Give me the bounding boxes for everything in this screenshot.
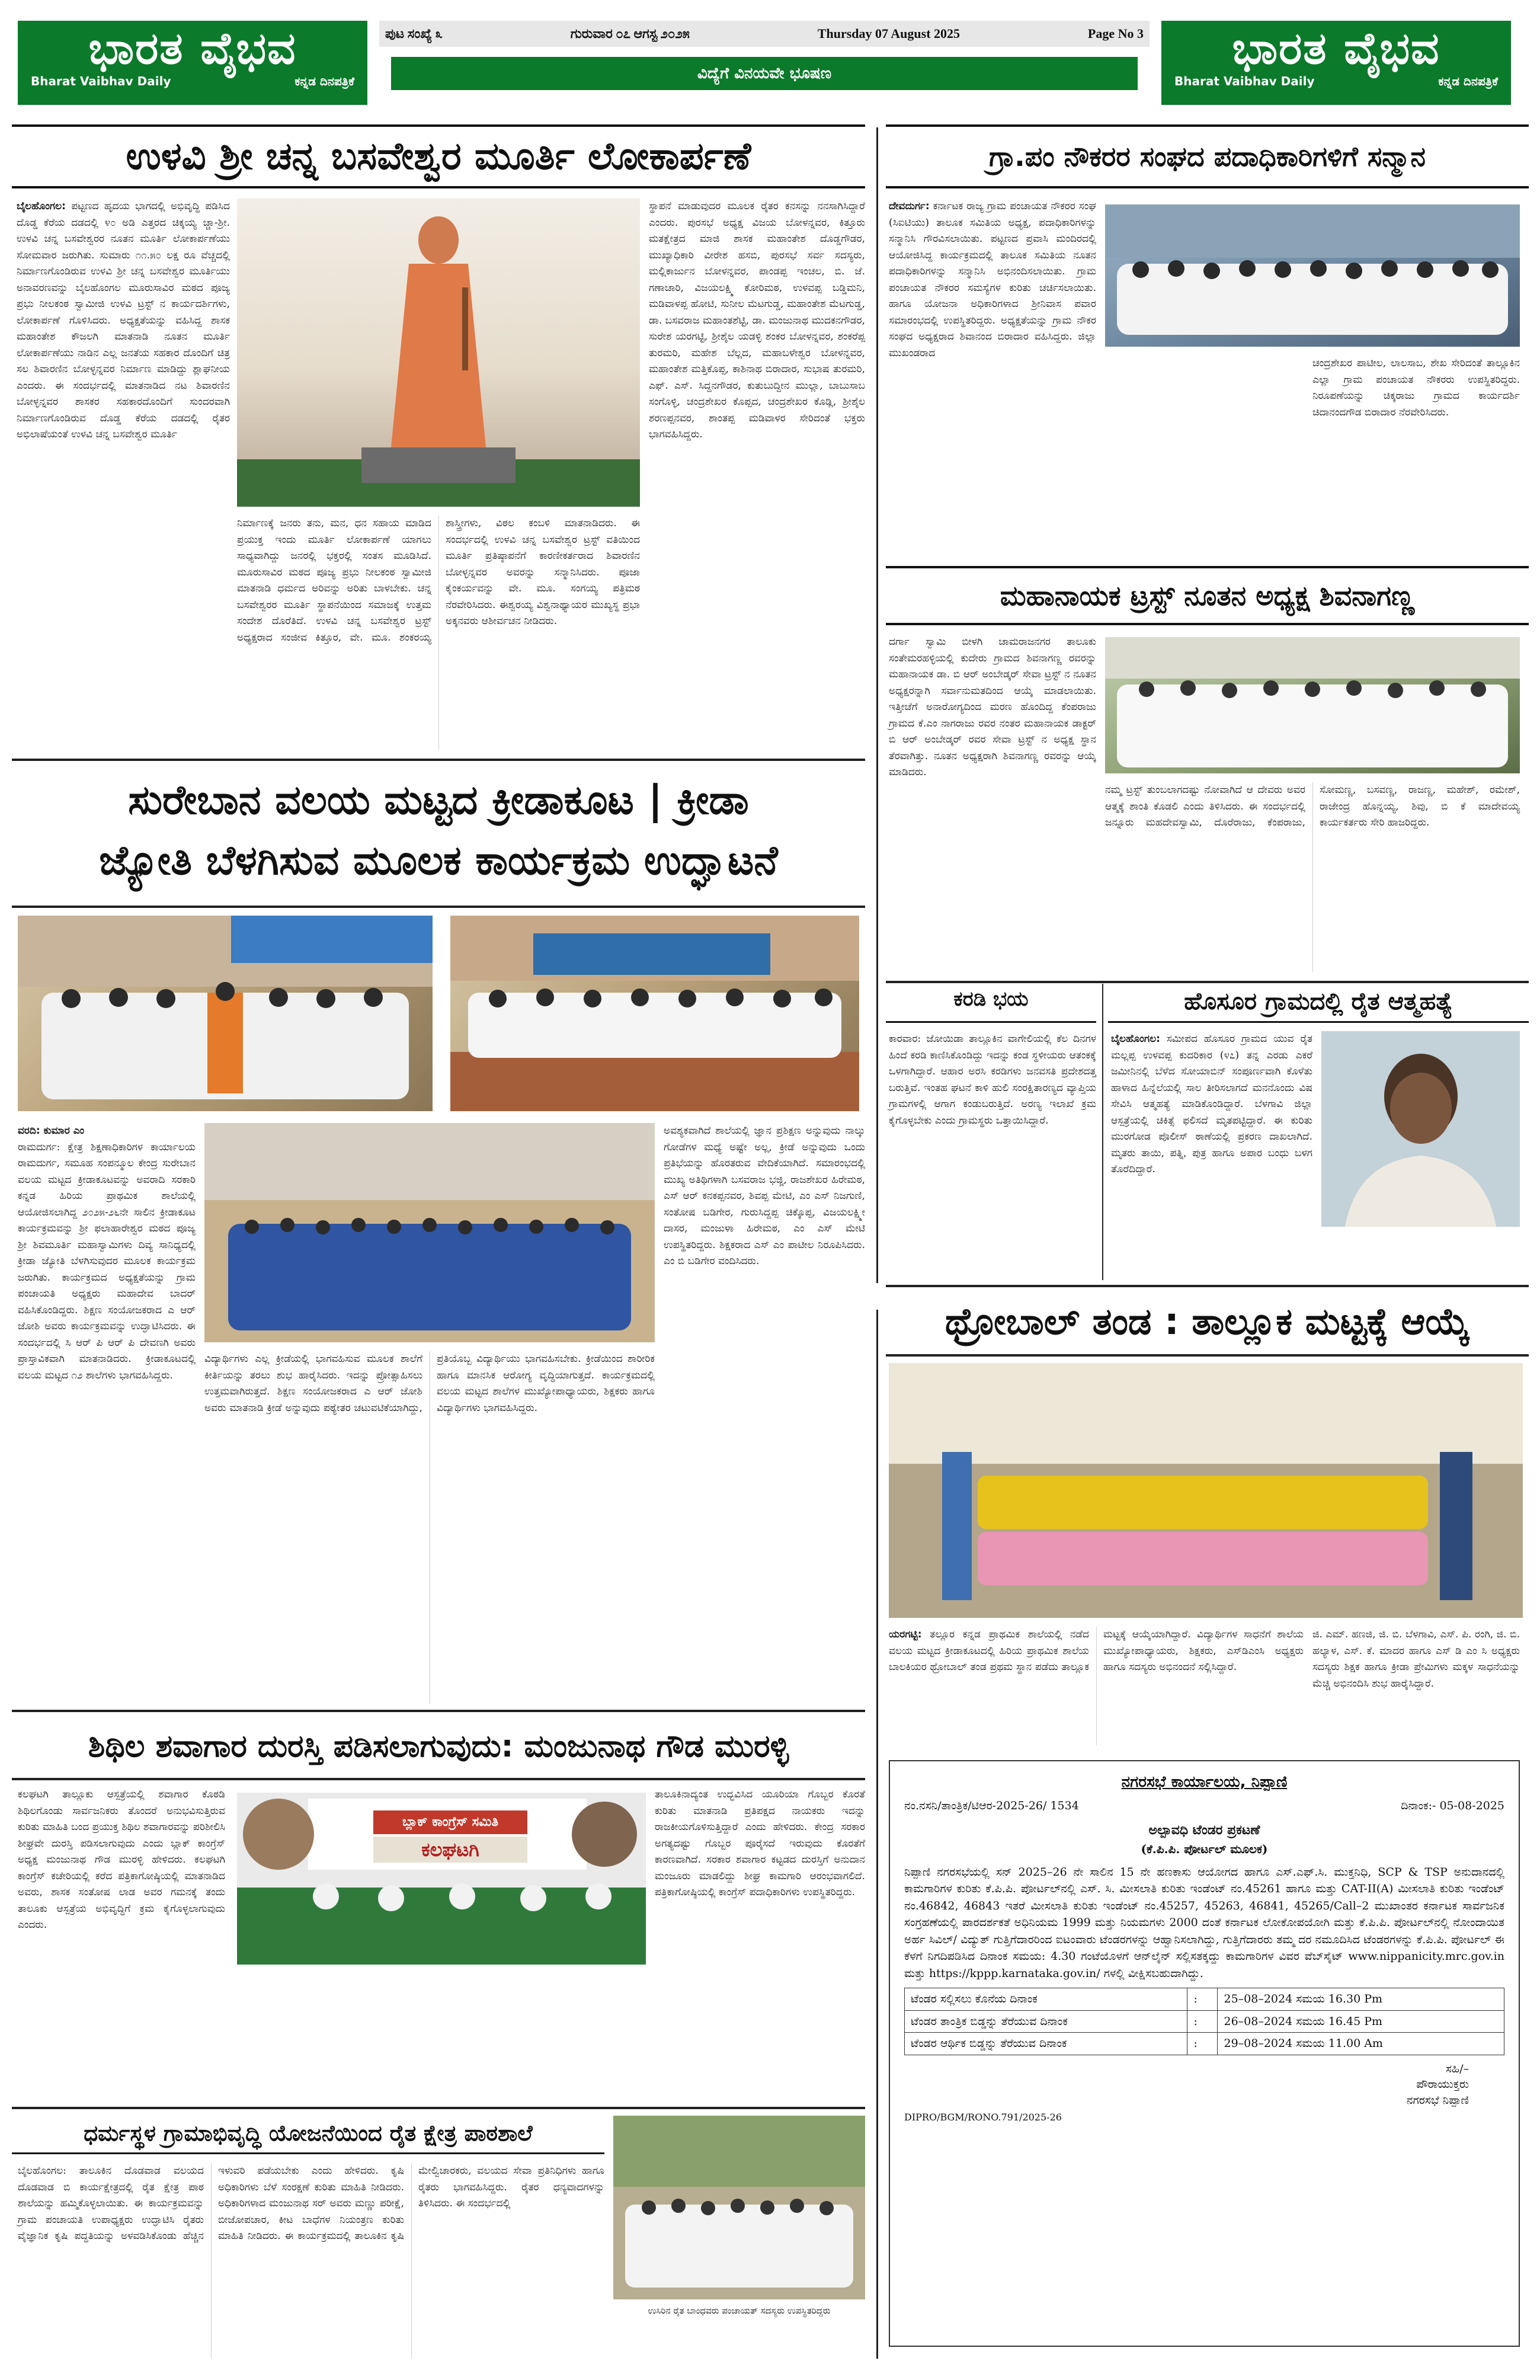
tender-cell: ಟೆಂಡರ ಆರ್ಥಿಕ ಬಿಡ್ಡನ್ನು ತೆರೆಯುವ ದಿನಾಂಕ	[905, 2033, 1187, 2055]
article-farmer-col1: ಬೈಲಹೊಂಗಲ: ಸಮೀಪದ ಹೊಸೂರ ಗ್ರಾಮದ ಯುವ ರೈತ ಮಲ್ಲಪ್ಪ ಉಳವಪ್ಪ ಕುದರಿಕಾರ (೪೭) ತನ್ನ ಎರಡು ಎಕರೆ ಜಮೀನಿನಲ್ಲಿ ಬೆಳೆದ ಸೋಯಾಬಿನ್ ಸಂಪೂರ್ಣವಾಗಿ ಕೊಳೆತು ಹಾಳಾದ ಹಿನ್ನೆಲೆಯಲ್ಲಿ ಸಾಲ ತೀರಿಸಲಾಗದೆ ಮನನೊಂದು ವಿಷ ಸೇವಿಸಿ ಆತ್ಮಹತ್ಯೆ ಮಾಡಿಕೊಂಡಿದ್ದಾರೆ. ಬೆಳಗಾವಿ ಜಿಲ್ಲಾ ಆಸ್ಪತ್ರೆಯಲ್ಲಿ ಚಿಕಿತ್ಸೆ ಫಲಿಸದೆ ಮೃತಪಟ್ಟಿದ್ದಾರೆ. ಈ ಕುರಿತು ಮುರಗೋಡ ಪೊಲೀಸ್ ಠಾಣೆಯಲ್ಲಿ ಪ್ರಕರಣ ದಾಖಲಾಗಿದೆ. ಮೃತರು ತಾಯಿ, ಪತ್ನಿ, ಪುತ್ರ ಹಾಗೂ ಅಪಾರ ಬಂಧು ಬಳಗ ತೊರೆದಿದ್ದಾರೆ.	[1111, 1033, 1312, 1176]
tender-ref: ನಂ.ನಸನಿ/ತಾಂತ್ರಿಕ/ಟಿಆರ-2025-26/ 1534	[904, 1799, 1079, 1812]
tender-cell: 29–08–2024 ಸಮಯ 11.00 Am	[1218, 2033, 1504, 2055]
farmschool-photo-caption: ಉಸಿರಿನ ರೈತ ಬಾಂಧವರು ಪಂಚಾಯತ್ ಸದಸ್ಯರು ಉಪಸ್ಥಿತರಿದ್ದರು	[648, 2305, 831, 2316]
article-trust-col2: ನಮ್ಮ ಟ್ರಸ್ಟ್ ತುಂಬಲಾಗದಷ್ಟು ನೋವಾಗಿದೆ ಆ ದೇವರು ಅವರ ಆತ್ಮಕ್ಕೆ ಶಾಂತಿ ಕೊಡಲಿ ಎಂದು ತಿಳಿಸಿದರು. ಈ ಸಂದರ್ಭದಲ್ಲಿ ಜನ್ನೂರು ಮಹದೇವಸ್ವಾಮಿ, ದೊರೆರಾಜು, ಕೆಂಪರಾಜು, ಸೋಮಣ್ಣ, ಬಸವಣ್ಣ, ರಾಜಣ್ಣ, ಮಹೇಶ್, ರಮೇಶ್, ರಾಜೇಂದ್ರ ಹೊನ್ನಯ್ಯ, ಶಿವು, ಬಿ ಕೆ ಮಾದೇವಯ್ಯ ಕಾರ್ಯಕರ್ತರು ಸೇರಿ ಹಾಜರಿದ್ದರು.	[1105, 784, 1520, 829]
trust-group-photo	[1105, 637, 1520, 773]
logo-sub-kn: ಕನ್ನಡ ದಿನಪತ್ರಿಕೆ	[1438, 74, 1498, 88]
headline-throwball: ಥ್ರೋಬಾಲ್ ತಂಡ : ತಾಲ್ಲೂಕ ಮಟ್ಟಕ್ಕೆ ಆಯ್ಕೆ	[945, 1300, 1470, 1343]
article-statue-col1: ಬೈಲಹೊಂಗಲ: ಪಟ್ಟಣದ ಹೃದಯ ಭಾಗದಲ್ಲಿ ಅಭಿವೃದ್ಧಿ ಪಡಿಸಿದ ದೊಡ್ಡ ಕೆರೆಯ ದಡದಲ್ಲಿ ೪೦ ಅಡಿ ಎತ್ತರದ ಚಿಕ್ಕಯ್ಯ ಚ್ಚಾ-ಶ್ರೀ. ಉಳವಿ ಚನ್ನ ಬಸವೇಶ್ವರರ ನೂತನ ಮೂರ್ತಿ ಲೋಕಾರ್ಪಣೆಯು ಸೋಮವಾರ ಜರುಗಿತು. ಸುಮಾರು ೧೧.೫೦ ಲಕ್ಷ ರೂ ವೆಚ್ಚದಲ್ಲಿ ನಿರ್ಮಾಣಗೊಂಡಿರುವ ಉಳವಿ ಶ್ರೀ ಚನ್ನ ಬಸವೇಶ್ವರ ಮೂರ್ತಿಯು ಅನಾವರಣವನ್ನು ಬೈಲಹೊಂಗಲ ಮೂರುಸಾವಿರ ಮಠದ ಪೂಜ್ಯ ಪ್ರಭು ನೀಲಕಂಠ ಸ್ವಾಮೀಜಿ ಉಳವಿ ಟ್ರಸ್ಟ್ ನ ಕಾರ್ಯದರ್ಶಿಗಳು, ಲೋಕಾರ್ಪಣೆ ಗೊಳಿಸಿದರು. ಅಧ್ಯಕ್ಷತೆಯನ್ನು ವಹಿಸಿದ್ದ ಶಾಸಕ ಮಹಾಂತೇಶ ಕೌಜಲಗಿ ಮಾತನಾಡಿ ನೂತನ ಮೂರ್ತಿ ಲೋಕಾರ್ಪಣೆಯು ನಾಡಿನ ಎಲ್ಲ ಜನತೆಯ ಸಹಕಾರ ದೊಂದಿಗೆ ಚಿತ್ರ ಸಲ ಶಿವಾರಣಿನ ಬೋಳ್ಳನ್ನವರ ನಿರ್ಮಾಣ ಮಾಡಿದ್ದು ಶ್ಲಾಘನೀಯ ಎಂದರು. ಈ ಸಂದರ್ಭದಲ್ಲಿ ಮಾತನಾಡಿದ ನಟ ಶಿವಾರಣಿನ ಬೋಳ್ಳನ್ನವರ ಶಾಸಕರ ಸಹಕಾರದೊಂದಿಗೆ ಸುಂದರವಾಗಿ ನಿರ್ಮಾಣಗೊಂಡಿರುವ ದೊಡ್ಡ ಕೆರೆಯ ದಡದಲ್ಲಿ ರೈತರ ಅಭಿಲಾಷೆಯಂತೆ ಉಳವಿ ಚನ್ನ ಬಸವೇಶ್ವರ ಮೂರ್ತಿ	[17, 200, 230, 441]
headline-statue-unveiling: ಉಳವಿ ಶ್ರೀ ಚನ್ನ ಬಸವೇಶ್ವರ ಮೂರ್ತಿ ಲೋಕಾರ್ಪಣೆ	[12, 124, 865, 188]
tender-cell: ಟೆಂಡರ ಸಲ್ಲಿಸಲು ಕೊನೆಯ ದಿನಾಂಕ	[905, 1988, 1187, 2011]
tender-row	[905, 2010, 1504, 2033]
logo-text: ಭಾರತ ವೈಭವ	[88, 23, 297, 74]
byline: ದೇವದುರ್ಗ:	[889, 200, 930, 212]
masthead-logo-right	[1161, 21, 1511, 105]
article-gp-col2: ಚಂದ್ರಶೇಖರ ಪಾಟೀಲ, ಲಾಲಸಾಬ, ಶೇಖ ಸೇರಿದಂತೆ ತಾಲ್ಲೂಕಿನ ಎಲ್ಲಾ ಗ್ರಾಮ ಪಂಚಾಯತ ನೌಕರರು ಉಪಸ್ಥಿತರಿದ್ದರು. ನಿರೂಪಣೆಯನ್ನು ಚಿಕ್ಕರಾಜು ಗ್ರಾಮದ ಕಾರ್ಯದರ್ಶಿ ಚಿದಾನಂದಗೌಡ ಬಿರಾದಾರ ನೆರವೇರಿಸಿದರು.	[1312, 357, 1520, 418]
logo-sub-en: Bharat Vaibhav Daily	[31, 74, 171, 88]
article-mortuary-col2: ತಾಲೂಕಿನಾದ್ಯಂತ ಉದ್ಭವಿಸಿದ ಯೂರಿಯಾ ಗೊಬ್ಬರ ಕೊರತೆ ಕುರಿತು ಮಾತನಾಡಿ ಪ್ರತಿಪಕ್ಷದ ನಾಯಕರು ಇದನ್ನು ರಾಜಕೀಯಗೊಳಿಸುತ್ತಿದ್ದಾರೆ ಎಂದು ಹೇಳಿದರು. ಕೇಂದ್ರ ಸರಕಾರ ಅಗತ್ಯದಷ್ಟು ಗೊಬ್ಬರ ಪೂರೈಸದೆ ಇರುವುದು ಕೊರತೆಗೆ ಕಾರಣವಾಗಿದೆ. ಸರಕಾರ ಶವಾಗಾರ ಕಟ್ಟಡದ ದುರಸ್ತಿಗೆ ಅನುದಾನ ಮಂಜೂರು ಮಾಡಲಿದ್ದು ಶೀಘ್ರ ಕಾಮಗಾರಿ ಆರಂಭವಾಗಲಿದೆ. ಪತ್ರಿಕಾಗೋಷ್ಠಿಯಲ್ಲಿ ಕಾಂಗ್ರೆಸ್ ಪದಾಧಿಕಾರಿಗಳು ಉಪಸ್ಥಿತರಿದ್ದರು.	[655, 1789, 865, 1899]
tender-schedule-table	[904, 1988, 1504, 2055]
section-divider	[12, 759, 865, 761]
tender-cell: :	[1187, 1988, 1218, 2011]
section-divider	[886, 981, 1529, 983]
tender-cell: 26–08–2024 ಸಮಯ 16.45 Pm	[1218, 2010, 1504, 2033]
logo-sub-en: Bharat Vaibhav Daily	[1174, 74, 1315, 88]
farmer-portrait-photo	[1321, 1031, 1520, 1227]
tender-sign-title: ಪೌರಾಯುಕ್ತರು	[1416, 2078, 1469, 2091]
tender-date: ದಿನಾಂಕ:- 05-08-2025	[1401, 1799, 1504, 1812]
sports-photo-students	[204, 1123, 655, 1342]
tender-subtitle2: (ಕೆ.ಪಿ.ಪಿ. ಪೋರ್ಟಲ್ ಮೂಲಕ)	[1141, 1841, 1268, 1856]
article-statue-col2: ನಿರ್ಮಾಣಕ್ಕೆ ಜನರು ತನು, ಮನ, ಧನ ಸಹಾಯ ಮಾಡಿದ ಪ್ರಯುಕ್ತ ಇಂದು ಮೂರ್ತಿ ಲೋಕಾರ್ಪಣೆ ಯಾಗಲು ಸಾಧ್ಯವಾಗಿದ್ದು ಜನರಲ್ಲಿ ಭಕ್ತರಲ್ಲಿ ಸಂತಸ ಮೂಡಿಸಿದೆ. ಮೂರುಸಾವಿರ ಮಠದ ಪೂಜ್ಯ ಪ್ರಭು ನೀಲಕಂಠ ಸ್ವಾಮೀಜಿ ಮಾತನಾಡಿ ಧರ್ಮದ ಅರಿವನ್ನು ಅರಿತು ಬಾಳಬೇಕು. ಚನ್ನ ಬಸವೇಶ್ವರರ ಮೂರ್ತಿ ಸ್ಥಾಪನೆಯಿಂದ ಸಮಾಜಕ್ಕೆ ಉತ್ತಮ ಸಂದೇಶ ದೊರೆತಿದೆ. ಉಳವಿ ಚನ್ನ ಬಸವೇಶ್ವರ ಟ್ರಸ್ಟ್ ಅಧ್ಯಕ್ಷರಾದ ಸಂಜೀವ ಕಿತ್ತೂರ, ವೇ. ಮೂ. ಶಂಕರಯ್ಯ ಶಾಸ್ತ್ರೀಗಳು, ವಿಠಲ ಕಂಬಳಿ ಮಾತನಾಡಿದರು. ಈ ಸಂದರ್ಭದಲ್ಲಿ ಉಳವಿ ಚನ್ನ ಬಸವೇಶ್ವರ ಟ್ರಸ್ಟ್ ವತಿಯಿಂದ ಮೂರ್ತಿ ಪ್ರತಿಷ್ಠಾಪನೆಗೆ ಕಾರಣೀಕರ್ತರಾದ ಶಿವಾರಣಿನ ಬೋಳ್ಳನ್ನವರ ಅವರನ್ನು ಸನ್ಮಾನಿಸಿದರು. ಪೂಜಾ ಕೈಂಕರ್ಯವನ್ನು ವೇ. ಮೂ. ಸಂಗಯ್ಯ ಪತ್ರಿಮಠ ನೆರವೇರಿಸಿದರು. ಈಶ್ವರಯ್ಯ ವಿಶ್ವನಾಥ್ಯಾಯರ ಮುಖ್ಯಸ್ಥ ಪ್ರಭಾ ಅಕ್ಕನವರು ಆಶೀರ್ವಚನ ನೀಡಿದರು.	[237, 517, 640, 644]
column-divider	[876, 1310, 878, 2359]
tender-cell: ಟೆಂಡರ ತಾಂತ್ರಿಕ ಬಿಡ್ಡನ್ನು ತೆರೆಯುವ ದಿನಾಂಕ	[905, 2010, 1187, 2033]
tender-title: ನಗರಸಭೆ ಕಾರ್ಯಾಲಯ, ನಿಪ್ಪಾಣಿ	[1121, 1773, 1288, 1791]
photo-banner-text: ಬ್ಲಾಕ್ ಕಾಂಗ್ರೆಸ್ ಸಮಿತಿ	[402, 1815, 499, 1829]
byline: ಯರಗಟ್ಟಿ:	[889, 1629, 922, 1640]
article-sports-col3: ಅವಶ್ಯಕವಾಗಿದೆ ಶಾಲೆಯಲ್ಲಿ ಜ್ಞಾನ ಪ್ರಶಿಕ್ಷಣ ಅನ್ನುವುದು ನಾಲ್ಕು ಗೋಡೆಗಳ ಮಧ್ಯೆ ಅಷ್ಟೇ ಅಲ್ಲ, ಕ್ರೀಡೆ ಅನ್ನುವುದು ಒಂದು ಪ್ರತಿಭೆಯನ್ನು ಹೊರತರುವ ವೇದಿಕೆಯಾಗಿದೆ. ಸಮಾರಂಭದಲ್ಲಿ ಮುಖ್ಯ ಅತಿಥಿಗಳಾಗಿ ಬಸವರಾಜ ಭಜ್ಜಿ, ರಾಜಶೇಖರ ಹಿರೇಮಠ, ಎಸ್ ಆರ್ ಕನಕಪ್ಪನವರ, ಶಿವಪ್ಪ ಮೇಟಿ, ಎಂ ಎಸ್ ನಿಜಗುಣಿ, ಸಂತೋಷ ಬಡಿಗೇರ, ಗುರುಸಿದ್ದಪ್ಪ ಚಿಕ್ಕೊಪ್ಪ, ವಿಜಯಲಕ್ಷ್ಮೀ ದಾಸರ, ಮಂಜುಳಾ ಹಿರೇಮಠ, ಎಂ ಎಸ್ ಮೇಟಿ ಉಪಸ್ಥಿತರಿದ್ದರು. ಶಿಕ್ಷಕರಾದ ಎಸ್ ಎಂ ಪಾಟೀಲ ನಿರೂಪಿಸಿದರು. ಎಂ ಬಿ ಬಡಿಗೇರ ವಂದಿಸಿದರು.	[664, 1125, 865, 1268]
article-sports-col2: ವಿದ್ಯಾರ್ಥಿಗಳು ಎಲ್ಲ ಕ್ರೀಡೆಯಲ್ಲಿ ಭಾಗವಹಿಸುವ ಮೂಲಕ ಶಾಲೆಗೆ ಕೀರ್ತಿಯನ್ನು ತರಲು ಶುಭ ಹಾರೈಸಿದರು. ಇದನ್ನು ಪ್ರೋತ್ಸಾಹಿಸಲು ಉತ್ತಮವಾಗಿರುತ್ತದೆ. ಶಿಕ್ಷಣ ಸಂಯೋಜಕರಾದ ಎ ಆರ್ ಜೋಶಿ ಅವರು ಮಾತನಾಡಿ ಕ್ರೀಡೆ ಅನ್ನುವುದು ಪಠ್ಯೇತರ ಚಟುವಟಿಕೆಯಾಗಿದ್ದು, ಪ್ರತಿಯೊಬ್ಬ ವಿದ್ಯಾರ್ಥಿಯು ಭಾಗವಹಿಸಬೇಕು. ಕ್ರೀಡೆಯಿಂದ ಶಾರೀರಿಕ ಹಾಗೂ ಮಾನಸಿಕ ಆರೋಗ್ಯ ವೃದ್ಧಿಯಾಗುತ್ತದೆ. ಕಾರ್ಯಕ್ರಮದಲ್ಲಿ ವಲಯ ಮಟ್ಟದ ಶಾಲೆಗಳ ಮುಖ್ಯೋಪಾಧ್ಯಾಯರು, ಶಿಕ್ಷಕರು ಹಾಗೂ ವಿದ್ಯಾರ್ಥಿಗಳು ಭಾಗವಹಿಸಿದ್ದರು.	[204, 1353, 655, 1414]
article-trust-col1: ದರ್ಗಾ ಸ್ವಾಮಿ ಬೀಳಗಿ ಚಾಮರಾಜನಗರ ತಾಲೂಕು ಸಂತೇಮರಹಳ್ಳಿಯಲ್ಲಿ ಕುದೇರು ಗ್ರಾಮದ ಶಿವನಾಗಣ್ಣ ರವರನ್ನು ಮಹಾನಾಯಕ ಡಾ. ಬಿ ಆರ್ ಅಂಬೇಡ್ಕರ್ ಸೇವಾ ಟ್ರಸ್ಟ್ ನ ನೂತನ ಅಧ್ಯಕ್ಷರನ್ನಾಗಿ ಸರ್ವಾನುಮತದಿಂದ ಆಯ್ಕೆ ಮಾಡಲಾಯಿತು. ಇತ್ತೀಚೆಗೆ ಅನಾರೋಗ್ಯದಿಂದ ಮರಣ ಹೊಂದಿದ್ದ ಕೆಂಪರಾಜು ಗ್ರಾಮದ ಕೆ.ಎಂ ನಾಗರಾಜು ರವರ ನಂತರ ಮಹಾನಾಯಕ ಡಾಕ್ಟರ್ ಬಿ ಆರ್ ಅಂಬೇಡ್ಕರ್ ರವರ ಸೇವಾ ಟ್ರಸ್ಟ್ ನ ಅಧ್ಯಕ್ಷ ಸ್ಥಾನ ತೆರವಾಗಿತ್ತು. ನೂತನ ಅಧ್ಯಕ್ಷರಾಗಿ ಶಿವನಾಗಣ್ಣ ರವರನ್ನು ಆಯ್ಕೆ ಮಾಡಿದರು.	[889, 636, 1096, 779]
headline-mortuary-repair: ಶಿಥಿಲ ಶವಾಗಾರ ದುರಸ್ತಿ ಪಡಿಸಲಾಗುವುದು: ಮಂಜುನಾಥ ಗೌಡ ಮುರಳ್ಳಿ	[88, 1729, 789, 1764]
photo-banner-text: ಕಲಘಟಗಿ	[421, 1838, 479, 1861]
tender-row	[905, 2033, 1504, 2055]
tender-subtitle: ಅಲ್ಪಾವಧಿ ಟೆಂಡರ ಪ್ರಕಟಣೆ	[1148, 1822, 1260, 1838]
article-gp-col1: ದೇವದುರ್ಗ: ಕರ್ನಾಟಕ ರಾಜ್ಯ ಗ್ರಾಮ ಪಂಚಾಯತ ನೌಕರರ ಸಂಘ (ಸಿಐಟಿಯು) ತಾಲೂಕ ಸಮಿತಿಯ ಅಧ್ಯಕ್ಷ, ಪದಾಧಿಕಾರಿಗಳನ್ನು ಸನ್ಮಾನಿಸಿ ಗೌರವಿಸಲಾಯಿತು. ಪಟ್ಟಣದ ಪ್ರವಾಸಿ ಮಂದಿರದಲ್ಲಿ ಆಯೋಜಿಸಿದ್ದ ಕಾರ್ಯಕ್ರಮದಲ್ಲಿ ತಾಲೂಕ ಸಮಿತಿಯ ನೂತನ ಪದಾಧಿಕಾರಿಗಳನ್ನು ಸನ್ಮಾನಿಸಿ ಅಭಿನಂದಿಸಲಾಯಿತು. ಗ್ರಾಮ ಪಂಚಾಯತ ನೌಕರರ ಸಮಸ್ಯೆಗಳ ಕುರಿತು ಚರ್ಚಿಸಲಾಯಿತು. ಹಾಗೂ ಯೋಜನಾ ಅಧಿಕಾರಿಗಳಾದ ಶ್ರೀನಿವಾಸ ಪವಾರ ಸಮಾರಂಭದಲ್ಲಿ ಉಪಸ್ಥಿತರಿದ್ದರು. ಅಧ್ಯಕ್ಷತೆಯನ್ನು ಗ್ರಾಮ ನೌಕರ ಸಂಘದ ಅಧ್ಯಕ್ಷರಾದ ಶಿವಾನಂದ ಬಿರಾದಾರ ವಹಿಸಿದ್ದರು. ಜಿಲ್ಲಾ ಮುಖಂಡರಾದ	[889, 200, 1096, 359]
section-divider	[12, 1778, 865, 1780]
sports-photo-dignitaries	[450, 916, 859, 1111]
article-sports-col1: ವರದಿ: ಕುಮಾರ ಎಂ ರಾಮದುರ್ಗ: ಕ್ಷೇತ್ರ ಶಿಕ್ಷಣಾಧಿಕಾರಿಗಳ ಕಾರ್ಯಾಲಯ ರಾಮದುರ್ಗ, ಸಮೂಹ ಸಂಪನ್ಮೂಲ ಕೇಂದ್ರ ಸುರೇಬಾನ ವಲಯ ಮಟ್ಟದ ಕ್ರೀಡಾಕೂಟವನ್ನು ಅವರಾದಿ ಸರಕಾರಿ ಕನ್ನಡ ಹಿರಿಯ ಪ್ರಾಥಮಿಕ ಶಾಲೆಯಲ್ಲಿ ಆಯೋಜಿಸಲಾಗಿದ್ದ ೨೦೨೫-೨೬ನೇ ಸಾಲಿನ ಕ್ರೀಡಾಕೂಟ ಕಾರ್ಯಕ್ರಮವನ್ನು ಶ್ರೀ ಫಲಾಹಾರೇಶ್ವರ ಮಠದ ಪೂಜ್ಯ ಶ್ರೀ ಶಿವಮೂರ್ತಿ ಮಹಾಸ್ವಾಮಿಗಳು ದಿವ್ಯ ಸಾನಿಧ್ಯದಲ್ಲಿ ಕ್ರೀಡಾ ಜ್ಯೋತಿ ಬೆಳಗಿಸುವುದರ ಮೂಲಕ ಕಾರ್ಯಕ್ರಮ ಜರುಗಿತು. ಕಾರ್ಯಕ್ರಮದ ಅಧ್ಯಕ್ಷತೆಯನ್ನು ಗ್ರಾಮ ಪಂಚಾಯತಿ ಅಧ್ಯಕ್ಷರು ಮಹಾದೇವ ಬಾದರ್ ವಹಿಸಿಕೊಂಡಿದ್ದರು. ಶಿಕ್ಷಣ ಸಂಯೋಜಕರಾದ ಎ ಆರ್ ಜೋಶಿ ಅವರು ಕಾರ್ಯಕ್ರಮವನ್ನು ಉದ್ಘಾಟಿಸಿದರು. ಈ ಸಂದರ್ಭದಲ್ಲಿ ಸಿ ಆರ್ ಪಿ ಆರ್ ಪಿ ದೇವಣಗಿ ಅವರು ಪ್ರಾಸ್ತಾವಿಕವಾಗಿ ಮಾತನಾಡಿದರು. ಕ್ರೀಡಾಕೂಟದಲ್ಲಿ ವಲಯ ಮಟ್ಟದ ೧೨ ಶಾಲೆಗಳು ಭಾಗವಹಿಸಿದ್ದರು.	[18, 1125, 196, 1381]
headline-bear-fear: ಕರಡಿ ಭಯ	[886, 989, 1096, 1023]
sports-photo-stage	[18, 916, 433, 1111]
date-kn: ಗುರುವಾರ ೦೭ ಆಗಸ್ಟ ೨೦೨೫	[570, 26, 690, 41]
article-statue-col3: ಸ್ಥಾಪನೆ ಮಾಡುವುದರ ಮೂಲಕ ರೈತರ ಕನಸನ್ನು ನನಸಾಗಿಸಿದ್ದಾರೆ ಎಂದರು. ಪುರಸಭೆ ಅಧ್ಯಕ್ಷ ವಿಜಯ ಬೋಳನ್ನವರ, ಕಿತ್ತೂರು ಮತಕ್ಷೇತ್ರದ ಮಾಜಿ ಶಾಸಕ ಮಹಾಂತೇಶ ದೊಡ್ಡಗೌಡರ, ಮುಖ್ಯಾಧಿಕಾರಿ ವೀರೇಶ ಹಸಬಿ, ಪುರಸಭೆ ಸರ್ವ ಸದಸ್ಯರು, ಮಲ್ಲಿಕಾರ್ಜುನ ಬೋಳನ್ನವರ, ಪಾಂಡಪ್ಪ ಇಂಚಲ, ಬಿ. ಜೆ. ಗಣಾಚಾರಿ, ವಿಜಯಲಕ್ಷ್ಮಿ ಕೋರಿಮಠ, ಉಳವಪ್ಪ ಬಡ್ಡಿಮನಿ, ಮಡಿವಾಳಪ್ಪ ಹೋಟಿ, ಸುನೀಲ ಮೆಟಗುಡ್ಡ, ಮಹಾಂತೇಶ ಮೆಟಗುಡ್ಡ, ಡಾ. ಬಸವರಾಜ ಮಹಾಂತಶೆಟ್ಟಿ, ಡಾ. ಮಂಜುನಾಥ ಮುದಕನಗೌಡರ, ಸುರೇಶ ಯರಗಟ್ಟಿ, ಶ್ರೀಶೈಲ ಯಡಳ್ಳಿ ಶಂಕರ ಬೋಳನ್ನವರ, ಶಂಕರೆಪ್ಪ ತುರಮರಿ, ಮಹೇಶ ಬೆಲ್ಲದ, ಮಹಾಬಳೇಶ್ವರ ಬೋಳನ್ನವರ, ಮಹಾಂತೇಶ ಮತ್ತಿಕೊಪ್ಪ, ಕಾಶಿನಾಥ ಬಿರಾದಾರ, ಸುಭಾಷ ತುರಮರಿ, ಎಫ್. ಎಸ್. ಸಿದ್ದನಗೌಡರ, ಕುತುಬುದ್ದೀನ ಮುಲ್ಲಾ, ಬಾಬುಸಾಬ ಸಂಗೊಳ್ಳಿ, ಚಂದ್ರಶೇಖರ ಕೊಪ್ಪದ, ಚಂದ್ರಶೇಖರ ಕೊಡ್ಲಿ, ಶ್ರೀಶೈಲ ಶರಣಪ್ಪನವರ, ಶಾಂತಪ್ಪ ಮಡಿವಾಳರ ಸೇರಿದಂತೆ ಭಕ್ತರು ಭಾಗವಹಿಸಿದ್ದರು.	[649, 200, 865, 441]
column-divider	[1102, 984, 1103, 1280]
tender-body: ನಿಪ್ಪಾಣಿ ನಗರಸಭೆಯಲ್ಲಿ ಸನ್ 2025–26 ನೇ ಸಾಲಿನ 15 ನೇ ಹಣಕಾಸು ಆಯೋಗದ ಹಾಗೂ ಎಸ್.ಎಫ್.ಸಿ. ಮುಕ್ತನಿಧಿ, SCP & TSP ಅನುದಾನದಲ್ಲಿ ಕಾಮಗಾರಿಗಳ ಕುರಿತು ಕೆ.ಪಿ.ಪಿ. ಪೋರ್ಟಲ್‌ನಲ್ಲಿ ಎಸ್. ಸಿ. ಮೀಸಲಾತಿ ಕುರಿತು ಇಂಡೆಂಟ್ ನಂ.45261 ಹಾಗೂ ಮತ್ತು CAT-II(A) ಮೀಸಲಾತಿ ಕುರಿತು ಇಂಡೆಂಟ್ ನಂ.46842, 46843 ಇತರೆ ಮೀಸಲಾತಿ ಕುರಿತು ಇಂಡೆಂಟ್ ನಂ.45257, 45263, 46841, 45265/Call–2 ಮುಖಾಂತರ ಕರ್ನಾಟಕ ಸಾರ್ವಜನಿಕ ಸಂಗ್ರಹಣೆಯಲ್ಲಿ ಪಾರದರ್ಶಕತೆ ಅಧಿನಿಯಮ 1999 ಮತ್ತು ನಿಯಮಗಳು 2000 ದಂತೆ ಕರ್ನಾಟಕ ಲೋಕೋಪಯೋಗಿ ಮತ್ತು ಕೆ.ಪಿ.ಪಿ. ಪೋರ್ಟಲ್‌ನಲ್ಲಿ ನೋಂದಾಯಿತ ಅರ್ಹ ಸಿವಿಲ್/ ವಿದ್ಯುತ್ ಗುತ್ತಿಗೆದಾರರಿಂದ ಐಟಂವಾರು ಟೆಂಡರಗಳನ್ನು ಆಹ್ವಾನಿಸಲಾಗಿದ್ದು, ಗುತ್ತಿಗೆದಾರರು ತಮ್ಮ ದರ ನಮೂದಿಸಿದ ಟೆಂಡರಗಳನ್ನು ಕೆ.ಪಿ.ಪಿ. ಪೋರ್ಟಲ್ ಈ ಕೆಳಗೆ ನಿಗದಿಪಡಿಸಿದ ದಿನಾಂಕ ಸಮಯ: 4.30 ಗಂಟೆಯೊಳಗೆ ಆನ್‌ಲೈನ್ ಸಲ್ಲಿಸತಕ್ಕದ್ದು ಕಾಮಗಾರಿಗಳ ವಿವರ ವೆಬ್‌ಸೈಟ್ www.nippanicity.mrc.gov.in ಮತ್ತು https://kppp.karnataka.gov.in/ ಗಳಲ್ಲಿ ವೀಕ್ಷಿಸಬಹುದಾಗಿದ್ದು.	[904, 1865, 1504, 1980]
tender-sign: ಸಹಿ/–	[1445, 2062, 1469, 2075]
throwball-team-photo	[889, 1363, 1523, 1618]
section-divider	[886, 1285, 1529, 1287]
tender-sign-office: ನಗರಸಭೆ ನಿಪ್ಪಾಣಿ	[1406, 2093, 1469, 2107]
page-meta-kn: ಪುಟ ಸಂಖ್ಯೆ ೩	[385, 26, 443, 41]
tender-dipro: DIPRO/BGM/RONO.791/2025-26	[904, 2112, 1062, 2123]
slogan-bar: ವಿದ್ಯೆಗೆ ವಿನಯವೇ ಭೂಷಣ	[391, 57, 1138, 90]
column-divider	[876, 127, 878, 1283]
section-divider	[886, 1354, 1529, 1357]
article-throwball-col2: ಜಿ. ಎಮ್. ಹಣಜಿ, ಜಿ. ಬಿ. ಬೆಳಗಾವಿ, ಎಸ್. ಪಿ. ರಂಗಿ, ಜಿ. ಬಿ. ಹಲ್ಯಾಳ, ಎಸ್. ಕೆ. ಮಾದರ ಹಾಗೂ ಎಸ್ ಡಿ ಎಂ ಸಿ ಅಧ್ಯಕ್ಷರು ಸದಸ್ಯರು ಶಿಕ್ಷಕ ಹಾಗೂ ಕ್ರೀಡಾ ಪ್ರೇಮಿಗಳು ಮಕ್ಕಳ ಸಾಧನೆಯನ್ನು ಮೆಚ್ಚಿ ಅಭಿನಂದಿಸಿ ಶುಭ ಹಾರೈಸಿದ್ದಾರೆ.	[1312, 1629, 1520, 1690]
mortuary-press-photo	[237, 1793, 646, 1965]
date-en: Thursday 07 August 2025	[817, 26, 961, 41]
section-divider	[12, 2107, 865, 2109]
page-number: Page No 3	[1087, 26, 1144, 41]
date-strip	[379, 21, 1150, 47]
tender-cell: :	[1187, 2010, 1218, 2033]
article-bear: ಕಾರವಾರ: ಜೋಯಿಡಾ ತಾಲ್ಲೂಕಿನ ವಾಗೇಲಿಯಲ್ಲಿ ಕೆಲ ದಿನಗಳ ಹಿಂದೆ ಕರಡಿ ಕಾಣಿಸಿಕೊಂಡಿದ್ದು ಇದನ್ನು ಕಂಡ ಸ್ಥಳೀಯರು ಆತಂಕಕ್ಕೆ ಒಳಗಾಗಿದ್ದಾರೆ. ಆಹಾರ ಅರಸಿ ಕರಡಿಗಳು ಜನವಸತಿ ಪ್ರದೇಶದತ್ತ ಬರುತ್ತಿವೆ. ಇಂತಹ ಘಟನೆ ಕಾಳಿ ಹುಲಿ ಸಂರಕ್ಷಿತಾರಣ್ಯದ ವ್ಯಾಪ್ತಿಯ ಗ್ರಾಮಗಳಲ್ಲಿ ಆಗಾಗ ಕಂಡುಬರುತ್ತಿದೆ. ಅರಣ್ಯ ಇಲಾಖೆ ಕ್ರಮ ಕೈಗೊಳ್ಳಬೇಕು ಎಂದು ಗ್ರಾಮಸ್ಥರು ಒತ್ತಾಯಿಸಿದ್ದಾರೆ.	[889, 1033, 1096, 1127]
logo-text: ಭಾರತ ವೈಭವ	[1232, 23, 1440, 74]
article-mortuary-col1: ಕಲಘಟಗಿ ತಾಲ್ಲೂಕು ಆಸ್ಪತ್ರೆಯಲ್ಲಿ ಶವಾಗಾರ ಕೊಠಡಿ ಶಿಥಿಲಗೊಂಡು ಸಾರ್ವಜನಿಕರು ತೊಂದರೆ ಅನುಭವಿಸುತ್ತಿರುವ ಕುರಿತು ಮಾಹಿತಿ ಬಂದ ಪ್ರಯುಕ್ತ ಶಿಥಿಲ ಶವಾಗಾರವನ್ನು ಪರಿಶೀಲಿಸಿ ಶೀಘ್ರವೇ ದುರಸ್ತಿ ಪಡಿಸಲಾಗುವುದು ಎಂದು ಬ್ಲಾಕ್ ಕಾಂಗ್ರೆಸ್ ಅಧ್ಯಕ್ಷ ಮಂಜುನಾಥ ಗೌಡ ಮುರಳ್ಳಿ ಹೇಳಿದರು. ಕಲಘಟಗಿ ಕಾಂಗ್ರೆಸ್ ಕಚೇರಿಯಲ್ಲಿ ಕರೆದ ಪತ್ರಿಕಾಗೋಷ್ಠಿಯಲ್ಲಿ ಮಾತನಾಡಿದ ಅವರು, ಶಾಸಕ ಸಂತೋಷ ಲಾಡ ಅವರ ಗಮನಕ್ಕೆ ತಂದು ತಾಲೂಕು ಆಸ್ಪತ್ರೆಯ ಅಭಿವೃದ್ಧಿಗೆ ಕ್ರಮ ಕೈಗೊಳ್ಳಲಾಗುವುದು ಎಂದರು.	[18, 1789, 225, 1931]
headline-gp-staff-felicitation: ಗ್ರಾ.ಪಂ ನೌಕರರ ಸಂಘದ ಪದಾಧಿಕಾರಿಗಳಿಗೆ ಸನ್ಮಾನ	[886, 124, 1529, 188]
byline: ಬೈಲಹೊಂಗಲ:	[1111, 1033, 1160, 1045]
headline-farmer-field-school: ಧರ್ಮಸ್ಥಳ ಗ್ರಾಮಾಭಿವೃದ್ಧಿ ಯೋಜನೆಯಿಂದ ರೈತ ಕ್ಷೇತ್ರ ಪಾಠಶಾಲೆ	[12, 2113, 604, 2154]
statue-photo	[237, 199, 640, 507]
section-divider	[12, 1710, 865, 1712]
byline: ಬೈಲಹೊಂಗಲ:	[17, 200, 66, 212]
tender-cell: 25–08–2024 ಸಮಯ 16.30 Pm	[1218, 1988, 1504, 2011]
headline-mahanayaka-trust: ಮಹಾನಾಯಕ ಟ್ರಸ್ಟ್ ನೂತನ ಅಧ್ಯಕ್ಷ ಶಿವನಾಗಣ್ಣ	[886, 566, 1529, 625]
gp-group-photo	[1105, 204, 1520, 347]
masthead-logo-left	[18, 21, 367, 105]
byline: ವರದಿ: ಕುಮಾರ ಎಂ	[18, 1125, 85, 1137]
tender-cell: :	[1187, 2033, 1218, 2055]
section-divider	[12, 906, 865, 908]
tender-notice	[889, 1760, 1520, 2347]
logo-sub-kn: ಕನ್ನಡ ದಿನಪತ್ರಿಕೆ	[294, 74, 354, 88]
article-farmschool-col1: ಬೈಲಹೊಂಗಲ: ತಾಲೂಕಿನ ದೊಡವಾಡ ವಲಯದ ದೊಡವಾಡ ಬಿ ಕಾರ್ಯಕ್ಷೇತ್ರದಲ್ಲಿ ರೈತ ಕ್ಷೇತ್ರ ಪಾಠ ಶಾಲೆಯನ್ನು ಹಮ್ಮಿಕೊಳ್ಳಲಾಯಿತು. ಈ ಕಾರ್ಯಕ್ರಮವನ್ನು ಗ್ರಾಮ ಪಂಚಾಯತಿ ಉಪಾಧ್ಯಕ್ಷರು ಉದ್ಘಾಟಿಸಿ ರೈತರು ವೈಜ್ಞಾನಿಕ ಕೃಷಿ ಪದ್ಧತಿಯನ್ನು ಅಳವಡಿಸಿಕೊಂಡು ಹೆಚ್ಚಿನ ಇಳುವರಿ ಪಡೆಯಬೇಕು ಎಂದು ಹೇಳಿದರು. ಕೃಷಿ ಅಧಿಕಾರಿಗಳು ಬೆಳೆ ಸಂರಕ್ಷಣೆ ಕುರಿತು ಮಾಹಿತಿ ನೀಡಿದರು. ಅಧಿಕಾರಿಗಳಾದ ಮಂಜುನಾಥ ಸರ್ ಅವರು ಮಣ್ಣು ಪರೀಕ್ಷೆ, ಬೀಜೋಪಚಾರ, ಕೀಟ ಬಾಧೆಗಳ ನಿಯಂತ್ರಣ ಕುರಿತು ಮಾಹಿತಿ ನೀಡಿದರು. ಈ ಕಾರ್ಯಕ್ರಮದಲ್ಲಿ ತಾಲೂಕಿನ ಕೃಷಿ ಮೇಲ್ವಿಚಾರಕರು, ವಲಯದ ಸೇವಾ ಪ್ರತಿನಿಧಿಗಳು ಹಾಗೂ ರೈತರು ಭಾಗವಹಿಸಿದ್ದರು. ರೈತರ ಧನ್ಯವಾದಗಳನ್ನು ತಿಳಿಸಿದರು. ಈ ಸಂದರ್ಭದಲ್ಲಿ	[18, 2165, 604, 2243]
tender-row	[905, 1988, 1504, 2011]
headline-sports-meet: ಸುರೇಬಾನ ವಲಯ ಮಟ್ಟದ ಕ್ರೀಡಾಕೂಟ | ಕ್ರೀಡಾ ಜ್ಯೋತಿ ಬೆಳಗಿಸುವ ಮೂಲಕ ಕಾರ್ಯಕ್ರಮ ಉದ್ಘಾಟನೆ	[99, 777, 778, 884]
farmschool-photo	[613, 2116, 865, 2299]
article-throwball-col1: ಯರಗಟ್ಟಿ: ತಲ್ಲೂರ ಕನ್ನಡ ಪ್ರಾಥಮಿಕ ಶಾಲೆಯಲ್ಲಿ ನಡೆದ ವಲಯ ಮಟ್ಟದ ಕ್ರೀಡಾಕೂಟದಲ್ಲಿ ಹಿರಿಯ ಪ್ರಾಥಮಿಕ ಶಾಲೆಯ ಬಾಲಕಿಯರ ಥ್ರೋಬಾಲ್ ತಂಡ ಪ್ರಥಮ ಸ್ಥಾನ ಪಡೆದು ತಾಲ್ಲೂಕ ಮಟ್ಟಕ್ಕೆ ಆಯ್ಕೆಯಾಗಿದ್ದಾರೆ. ವಿದ್ಯಾರ್ಥಿಗಳ ಸಾಧನೆಗೆ ಶಾಲೆಯ ಮುಖ್ಯೋಪಾಧ್ಯಾಯರು, ಶಿಕ್ಷಕರು, ಎಸ್‌ಡಿಎಂಸಿ ಅಧ್ಯಕ್ಷರು ಹಾಗೂ ಸದಸ್ಯರು ಅಭಿನಂದನೆ ಸಲ್ಲಿಸಿದ್ದಾರೆ.	[889, 1629, 1304, 1674]
headline-farmer-suicide: ಹೊಸೂರ ಗ್ರಾಮದಲ್ಲಿ ರೈತ ಆತ್ಮಹತ್ಯೆ	[1108, 989, 1529, 1023]
